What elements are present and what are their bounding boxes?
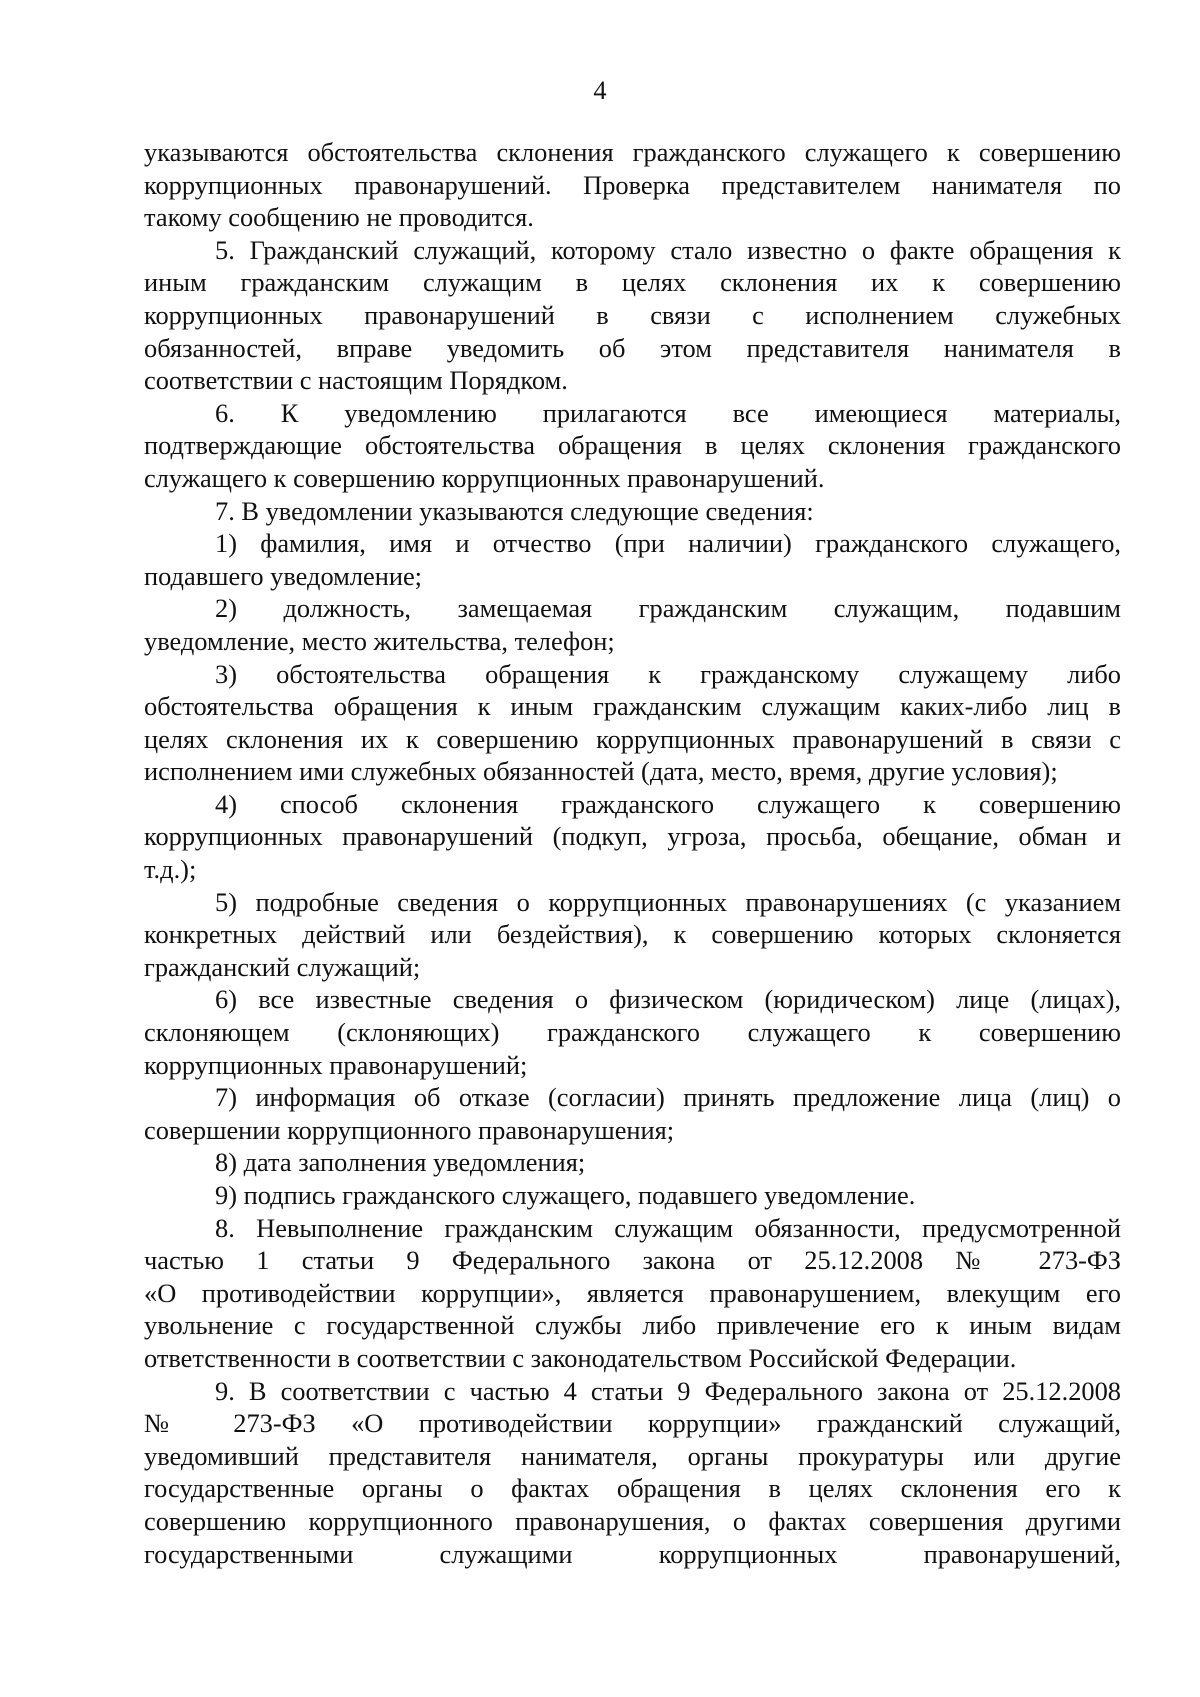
text-line: «О противодействии коррупции», является правонарушением, влекущим его: [144, 1277, 1121, 1308]
page-number: 4: [593, 75, 607, 105]
paragraph: [144, 495, 1121, 528]
text-line: 2) должность, замещаемая гражданским служащим, подавшим: [215, 593, 1121, 624]
text-line: 6. К уведомлению прилагаются все имеющиеся материалы,: [215, 397, 1121, 428]
text-line: обстоятельства обращения к иным гражданским служащим каких-либо лиц в: [144, 691, 1121, 722]
text-line: совершении коррупционного правонарушения;: [144, 1114, 675, 1145]
paragraph: [144, 1179, 1121, 1212]
text-line: коррупционных правонарушений;: [144, 1049, 528, 1080]
paragraph: [144, 658, 1121, 788]
text-line: увольнение с государственной службы либо привлечение его к иным видам: [144, 1310, 1121, 1341]
text-line: коррупционных правонарушений в связи с исполнением служебных: [144, 299, 1121, 330]
text-line: указываются обстоятельства склонения гражданского служащего к совершению: [144, 137, 1121, 167]
text-line: коррупционных правонарушений. Проверка представителем нанимателя по: [144, 169, 1121, 200]
text-line: 7. В уведомлении указываются следующие сведения:: [215, 495, 814, 526]
text-line: уведомление, место жительства, телефон;: [144, 625, 615, 656]
text-line: 3) обстоятельства обращения к гражданскому служащему либо: [215, 658, 1121, 689]
text-line: подтверждающие обстоятельства обращения в целях склонения гражданского: [144, 430, 1121, 461]
text-line: 1) фамилия, имя и отчество (при наличии) гражданского служащего,: [215, 528, 1121, 559]
paragraph: [144, 136, 1121, 234]
paragraph: [144, 1081, 1121, 1146]
text-line: иным гражданским служащим в целях склонения их к совершению: [144, 267, 1121, 298]
paragraph: [144, 234, 1121, 397]
text-line: такому сообщению не проводится.: [144, 202, 534, 233]
paragraph: [144, 1212, 1121, 1375]
paragraph: [144, 886, 1121, 984]
text-line: обязанностей, вправе уведомить об этом представителя нанимателя в: [144, 332, 1121, 363]
text-line: 5) подробные сведения о коррупционных правонарушениях (с указанием: [215, 886, 1121, 917]
text-line: 6) все известные сведения о физическом (юридическом) лице (лицах),: [215, 984, 1121, 1015]
paragraph: [144, 527, 1121, 592]
text-line: государственными служащими коррупционных правонарушений,: [144, 1538, 1121, 1569]
text-line: 5. Гражданский служащий, которому стало известно о факте обращения к: [215, 234, 1121, 265]
paragraph: [144, 788, 1121, 886]
text-line: целях склонения их к совершению коррупционных правонарушений в связи с: [144, 723, 1121, 754]
text-line: совершению коррупционного правонарушения, о фактах совершения другими: [144, 1505, 1121, 1536]
paragraph: [144, 397, 1121, 495]
paragraph: [144, 592, 1121, 657]
text-line: ответственности в соответствии с законодательством Российской Федерации.: [144, 1342, 1017, 1373]
text-line: гражданский служащий;: [144, 951, 421, 982]
text-line: подавшего уведомление;: [144, 560, 423, 591]
text-line: т.д.);: [144, 854, 197, 885]
text-line: соответствии с настоящим Порядком.: [144, 365, 568, 396]
text-line: 8) дата заполнения уведомления;: [215, 1147, 586, 1178]
text-line: 9. В соответствии с частью 4 статьи 9 Федерального закона от 25.12.2008: [215, 1375, 1121, 1406]
paragraph: [144, 1146, 1121, 1179]
text-line: 8. Невыполнение гражданским служащим обязанности, предусмотренной: [215, 1212, 1121, 1243]
paragraph: [144, 1375, 1121, 1571]
text-line: частью 1 статьи 9 Федерального закона от 25.12.2008 № 273-ФЗ: [144, 1245, 1121, 1276]
text-line: 9) подпись гражданского служащего, подавшего уведомление.: [215, 1180, 916, 1210]
text-line: 4) способ склонения гражданского служащего к совершению: [215, 788, 1121, 819]
text-line: конкретных действий или бездействия), к совершению которых склоняется: [144, 919, 1121, 950]
paragraph: [144, 983, 1121, 1081]
text-line: уведомивший представителя нанимателя, органы прокуратуры или другие: [144, 1440, 1121, 1471]
text-line: исполнением ими служебных обязанностей (дата, место, время, другие условия);: [144, 756, 1058, 787]
text-line: служащего к совершению коррупционных правонарушений.: [144, 462, 825, 493]
text-line: государственные органы о фактах обращения в целях склонения его к: [144, 1473, 1121, 1504]
text-line: склоняющем (склоняющих) гражданского служащего к совершению: [144, 1017, 1121, 1048]
text-line: 7) информация об отказе (согласии) принять предложение лица (лиц) о: [215, 1082, 1121, 1113]
document-body: [144, 136, 1121, 1570]
text-line: коррупционных правонарушений (подкуп, угроза, просьба, обещание, обман и: [144, 821, 1121, 852]
text-line: № 273-ФЗ «О противодействии коррупции» гражданский служащий,: [144, 1408, 1121, 1439]
